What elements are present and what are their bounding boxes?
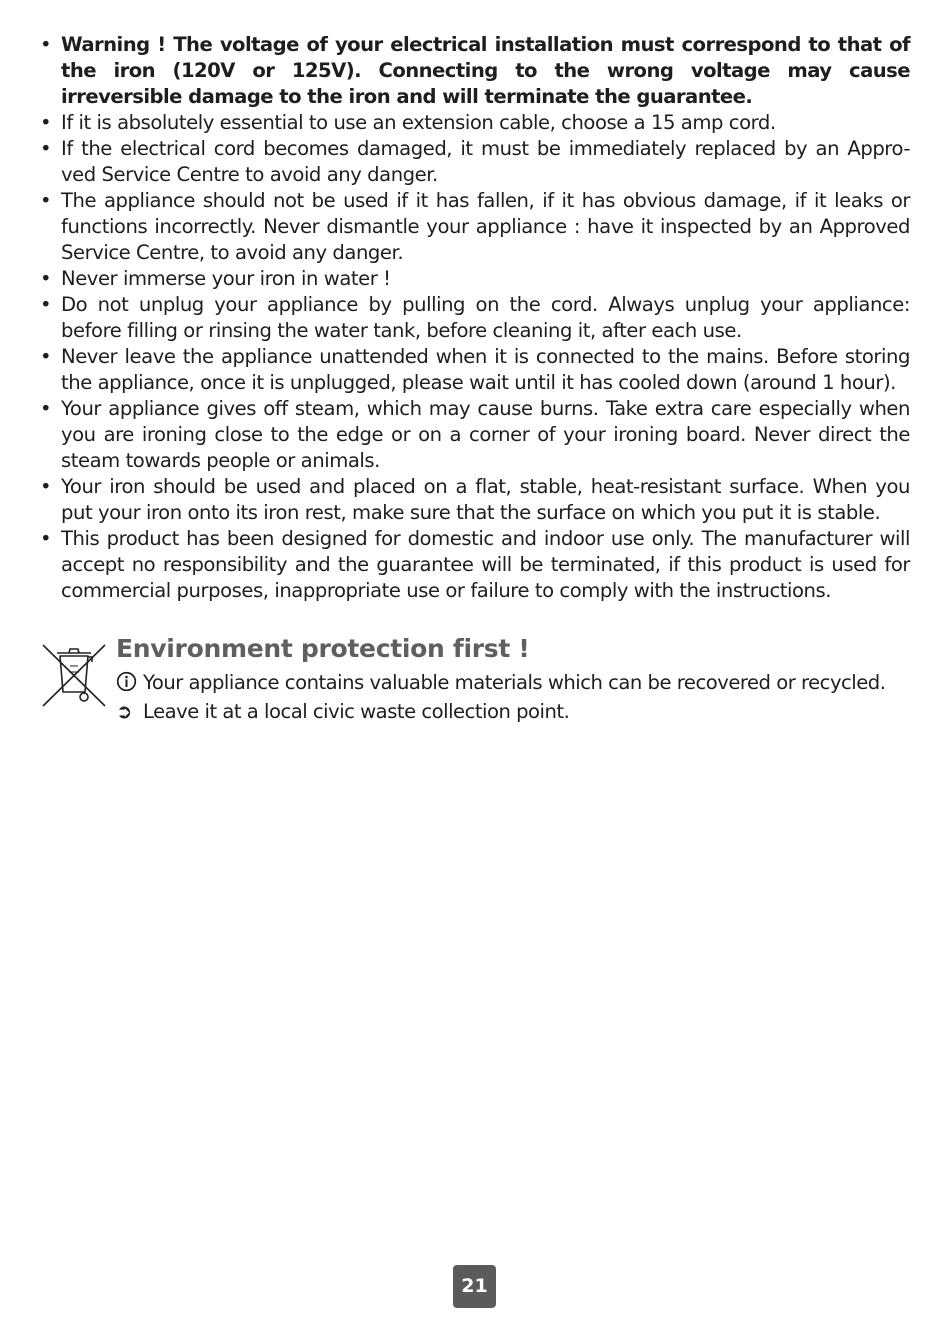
page-number: 21 [453,1265,496,1308]
damaged-appliance-instruction: • The appliance should not be used if it has fallen, if it has obvious damage, if it leaks or functions incorrectly. Never dismantle your appliance : have it inspected by an Approved Service Centre, to avoid any danger. [40,188,910,266]
arrow-icon: ➲ [116,700,132,723]
domestic-use-instruction: • This product has been designed for domestic and indoor use only. The manufacturer will accept no responsibility and the guarantee will be terminated, if this product is used for commercial purposes, inappropriate use or failure to comply with the instructions. [40,526,910,604]
safety-instructions-list [40,32,910,604]
voltage-warning: • Warning ! The voltage of your electrical installation must correspond to that of the iron (120V or 125V). Connecting to the wrong voltage may cause irreversible damage to the iron and will terminate the guarantee. [40,32,910,110]
unattended-instruction: • Never leave the appliance unattended when it is connected to the mains. Before storing the appliance, once it is unplugged, please wait until it has cooled down (around 1 hour). [40,344,910,396]
recyclable-materials-note [116,670,885,696]
unplug-instruction: • Do not unplug your appliance by pulling on the cord. Always unplug your appliance: before filling or rinsing the water tank, before cleaning it, after each use. [40,292,910,344]
waste-collection-text: Leave it at a local civic waste collection point. [143,700,570,723]
waste-collection-note [116,699,569,725]
recyclable-materials-text: Your appliance contains valuable materials which can be recovered or recycled. [143,671,886,694]
damaged-cord-instruction: • If the electrical cord becomes damaged, it must be immediately replaced by an Appro-ved Service Centre to avoid any danger. [40,136,910,188]
water-immersion-instruction: • Never immerse your iron in water ! [40,266,910,292]
crossed-out-wheelie-bin-icon [40,640,108,708]
info-circle-icon [116,670,143,696]
surface-instruction: • Your iron should be used and placed on a flat, stable, heat-resistant surface. When you put your iron onto its iron rest, make sure that the surface on which you put it is stable. [40,474,910,526]
environment-section-title: Environment protection first ! [116,634,530,663]
extension-cable-instruction: • If it is absolutely essential to use an extension cable, choose a 15 amp cord. [40,110,910,136]
steam-instruction: • Your appliance gives off steam, which may cause burns. Take extra care especially when you are ironing close to the edge or on a corner of your ironing board. Never direct the steam towards people or animals. [40,396,910,474]
